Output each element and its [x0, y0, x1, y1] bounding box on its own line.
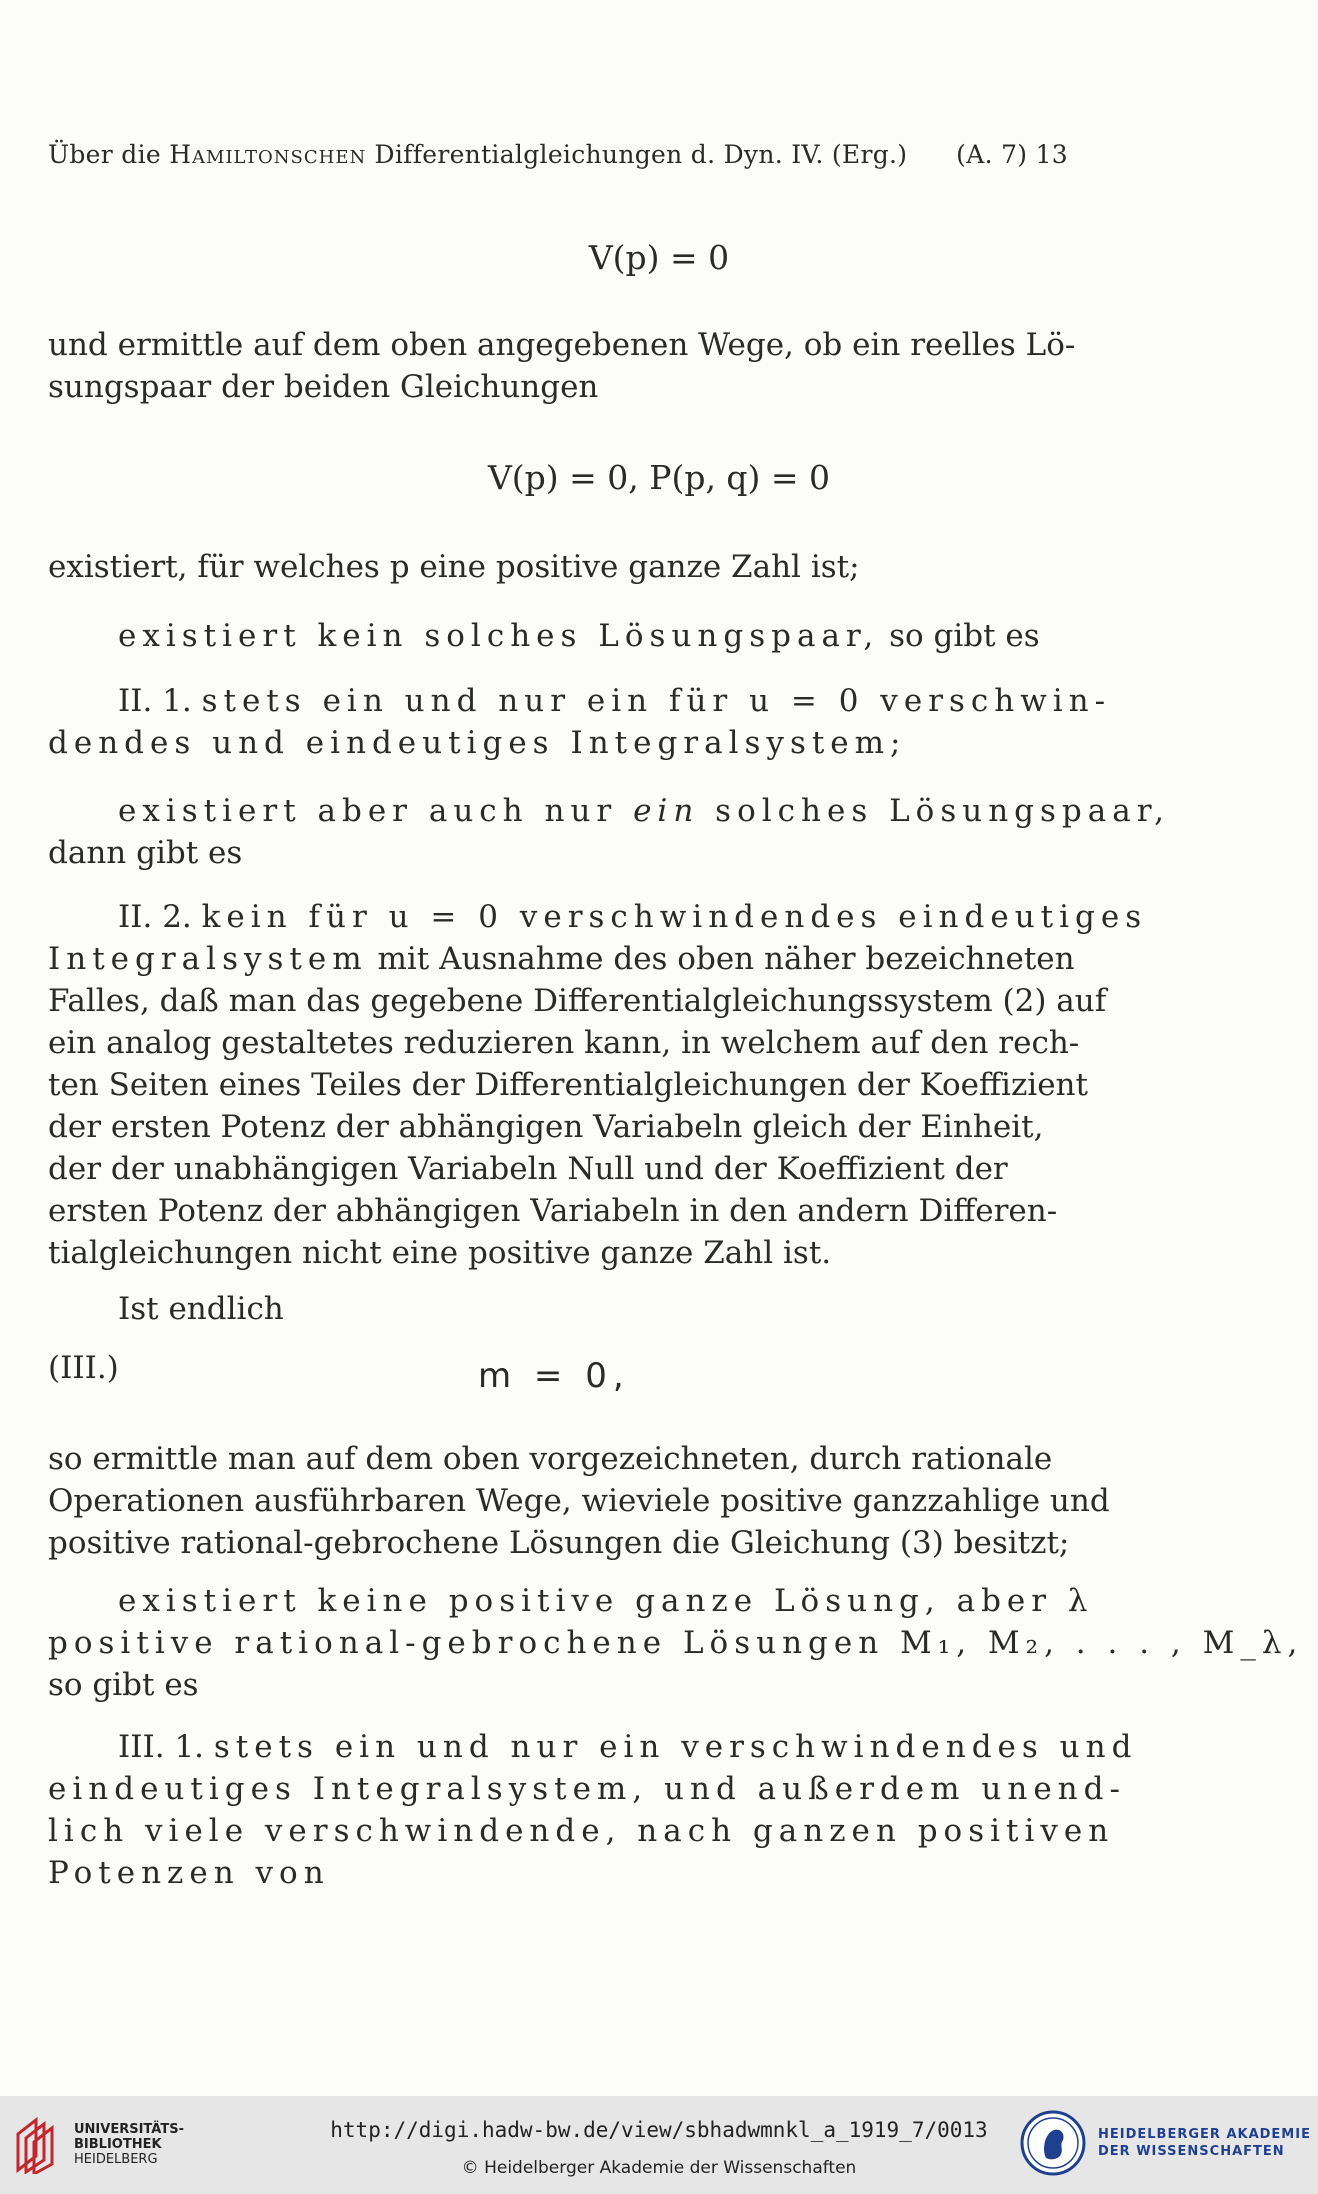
spaced-text: existiert kein solches Lösungspaar, [118, 618, 880, 654]
text-line [48, 896, 1148, 938]
running-header [48, 140, 1068, 169]
case-III-1 [48, 1726, 1138, 1894]
spaced-text: solches Lösungspaar, [699, 793, 1171, 829]
spaced-text: Integralsystem [48, 941, 368, 977]
text-line: dann gibt es [48, 835, 243, 871]
library-line: BIBLIOTHEK [74, 2137, 162, 2152]
text-line: lich viele verschwindende, nach ganzen positiven [48, 1813, 1115, 1849]
text-line: so gibt es [48, 1667, 199, 1703]
permalink-url[interactable]: http://digi.hadw-bw.de/view/sbhadwmnkl_a_1919_7/0013 [330, 2118, 988, 2142]
text-line: existiert, für welches p eine positive ganze Zahl ist; [48, 549, 860, 585]
text-line: und ermittle auf dem oben angegebenen Wege, ob ein reelles Lö- [48, 327, 1076, 363]
text-line [48, 938, 1075, 980]
text-line: tialgleichungen nicht eine positive ganze Zahl ist. [48, 1235, 832, 1271]
copyright-notice: © Heidelberger Akademie der Wissenschaften [461, 2158, 857, 2178]
spaced-text: existiert aber auch nur [118, 793, 634, 829]
case-II-1 [48, 680, 1112, 764]
paragraph-intro [48, 324, 1076, 408]
text-line [48, 680, 1112, 722]
text-line: Falles, daß man das gegebene Differentialgleichungssystem (2) auf [48, 983, 1107, 1019]
paragraph-condition [48, 546, 1062, 588]
text-line: eindeutiges Integralsystem, und außerdem unend- [48, 1771, 1126, 1807]
case-number: II. 2. [118, 899, 202, 935]
text-line: so ermittle man auf dem oben vorgezeichneten, durch rationale [48, 1441, 1053, 1477]
case-number: III. 1. [118, 1729, 214, 1765]
text-line: ersten Potenz der abhängigen Variabeln in den andern Differen- [48, 1193, 1058, 1229]
text-line [48, 790, 1171, 832]
equation-system: V(p) = 0, P(p, q) = 0 [487, 458, 831, 497]
text-line: positive rational-gebrochene Lösungen die Gleichung (3) besitzt; [48, 1525, 1070, 1561]
text-line: positive rational-gebrochene Lösungen M₁, M₂, . . . , M_λ, [48, 1625, 1304, 1661]
academy-name [1098, 2126, 1311, 2160]
text-line: der ersten Potenz der abhängigen Variabeln gleich der Einheit, [48, 1109, 1044, 1145]
text-line [48, 1726, 1138, 1768]
header-name: Hamiltonschen [169, 140, 367, 169]
paragraph-no-solution [48, 615, 1062, 657]
header-prefix: Über die [48, 140, 161, 169]
text-line: Ist endlich [118, 1291, 284, 1327]
page-reference: (A. 7) 13 [956, 140, 1068, 169]
text-line: ten Seiten eines Teiles der Differentialgleichungen der Koeffizient [48, 1067, 1088, 1103]
spaced-text: kein für u = 0 verschwindendes eindeutiges [201, 899, 1148, 935]
italic-text: ein [633, 793, 700, 829]
library-line: HEIDELBERG [74, 2152, 158, 2167]
paragraph-one-solution [48, 790, 1171, 874]
text-fragment: so gibt es [879, 618, 1040, 654]
paragraph-rational-solutions [48, 1580, 1304, 1706]
spaced-text: stets ein und nur ein für u = 0 verschwin- [201, 683, 1112, 719]
text-line: sungspaar der beiden Gleichungen [48, 369, 599, 405]
paragraph-finally [48, 1288, 1062, 1330]
library-line: UNIVERSITÄTS- [74, 2122, 184, 2137]
text-line: Potenzen von [48, 1855, 330, 1891]
text-line: dendes und eindeutiges Integralsystem; [48, 725, 907, 761]
spaced-text: stets ein und nur ein verschwindendes und [213, 1729, 1138, 1765]
case-number: II. 1. [118, 683, 202, 719]
paragraph-procedure [48, 1438, 1110, 1564]
case-II-2 [48, 896, 1148, 1274]
academy-seal-icon [1020, 2110, 1086, 2176]
text-line: ein analog gestaltetes reduzieren kann, in welchem auf den rech- [48, 1025, 1080, 1061]
text-fragment: mit Ausnahme des oben näher bezeichneten [367, 941, 1075, 977]
text-line: Operationen ausführbaren Wege, wieviele positive ganzzahlige und [48, 1483, 1110, 1519]
text-line: existiert keine positive ganze Lösung, aber λ [118, 1583, 1094, 1619]
equation-v: V(p) = 0 [588, 238, 730, 277]
header-rest: Differentialgleichungen d. Dyn. IV. (Erg.) [374, 140, 908, 169]
academy-line: DER WISSENSCHAFTEN [1098, 2144, 1285, 2159]
equation-m: m = 0, [478, 1356, 630, 1396]
case-III-label: (III.) [48, 1350, 119, 1386]
text-line: der der unabhängigen Variabeln Null und der Koeffizient der [48, 1151, 1008, 1187]
academy-line: HEIDELBERGER AKADEMIE [1098, 2127, 1311, 2142]
text-line [48, 615, 1062, 657]
